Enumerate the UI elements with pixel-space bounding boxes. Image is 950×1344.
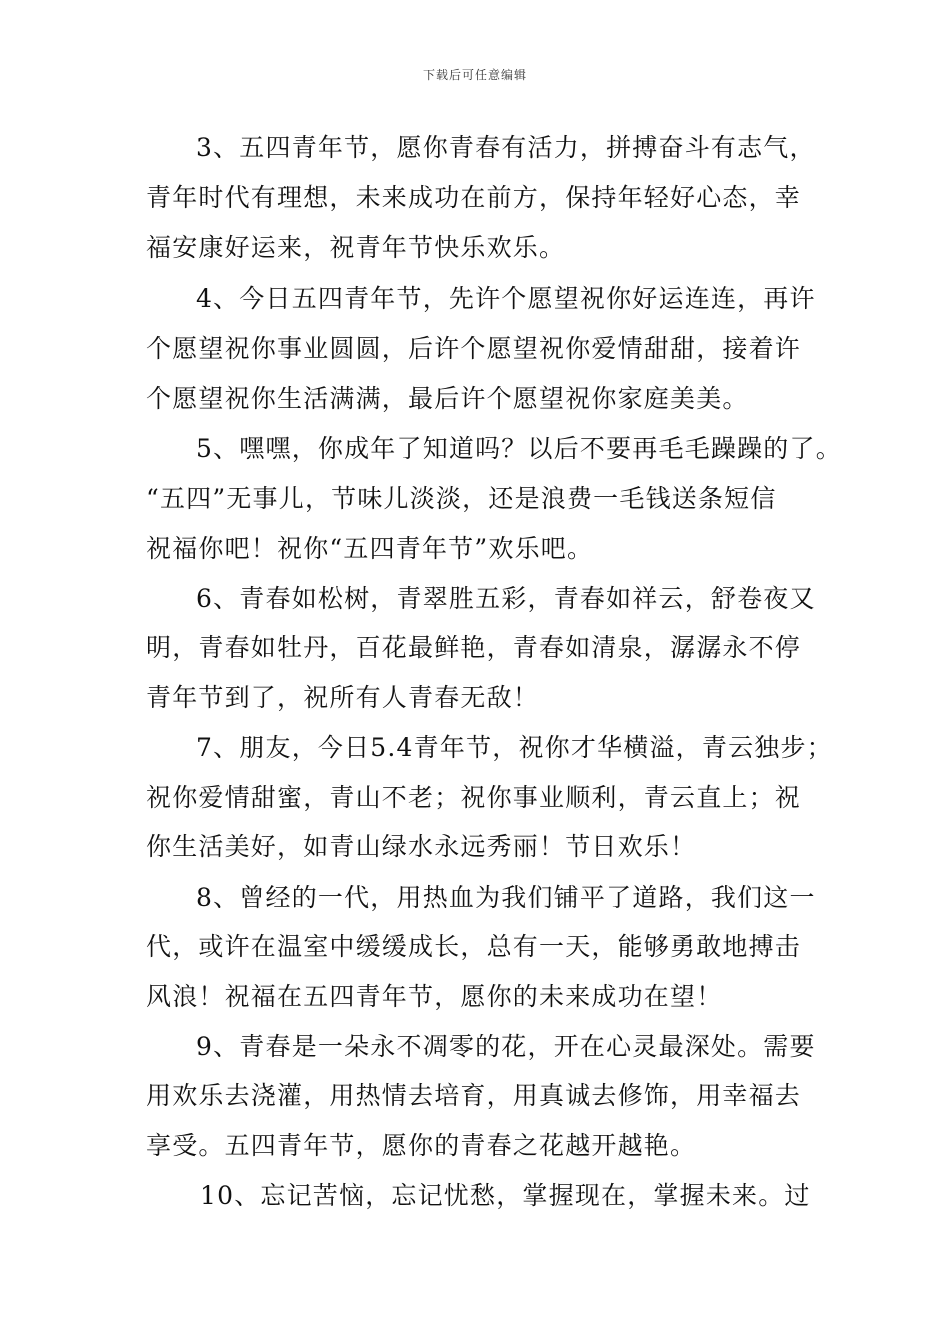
paragraph-8-line-2: 代，或许在温室中缓缓成长，总有一天，能够勇敢地搏击 [146,932,802,961]
paragraph-8-line-3: 风浪！祝福在五四青年节，愿你的未来成功在望！ [146,982,723,1011]
paragraph-6-line-2: 明，青春如牡丹，百花最鲜艳，青春如清泉，潺潺永不停 [146,633,802,662]
paragraph-4-line-2: 个愿望祝你事业圆圆，后许个愿望祝你爱情甜甜，接着许 [146,334,802,363]
paragraph-10-line-1: 10、忘记苦恼，忘记忧愁，掌握现在，掌握未来。过 [200,1181,811,1210]
paragraph-5-line-3: 祝福你吧！祝你“五四青年节”欢乐吧。 [146,534,594,563]
paragraph-5-line-2: “五四”无事儿，节味儿淡淡，还是浪费一毛钱送条短信 [146,484,777,513]
paragraph-3-line-2: 青年时代有理想，未来成功在前方，保持年轻好心态，幸 [146,183,802,212]
paragraph-7-line-1: 7、朋友，今日5.4青年节，祝你才华横溢，青云独步； [196,733,833,762]
paragraph-6-line-1: 6、青春如松树，青翠胜五彩，青春如祥云，舒卷夜又 [196,584,816,613]
paragraph-9-line-3: 享受。五四青年节，愿你的青春之花越开越艳。 [146,1131,697,1160]
paragraph-3-line-1: 3、五四青年节，愿你青春有活力，拼搏奋斗有志气， [196,133,816,162]
paragraph-9-line-1: 9、青春是一朵永不凋零的花，开在心灵最深处。需要 [196,1032,816,1061]
paragraph-7-line-3: 你生活美好，如青山绿水永远秀丽！节日欢乐！ [146,832,697,861]
paragraph-5-line-1: 5、嘿嘿，你成年了知道吗？以后不要再毛毛躁躁的了。 [196,434,842,463]
paragraph-4-line-3: 个愿望祝你生活满满，最后许个愿望祝你家庭美美。 [146,384,749,413]
header-note: 下载后可任意编辑 [422,68,527,82]
paragraph-3-line-3: 福安康好运来，祝青年节快乐欢乐。 [146,233,566,262]
paragraph-7-line-2: 祝你爱情甜蜜，青山不老；祝你事业顺利，青云直上；祝 [146,783,802,812]
paragraph-4-line-1: 4、今日五四青年节，先许个愿望祝你好运连连，再许 [196,284,816,313]
paragraph-8-line-1: 8、曾经的一代，用热血为我们铺平了道路，我们这一 [196,883,816,912]
paragraph-9-line-2: 用欢乐去浇灌，用热情去培育，用真诚去修饰，用幸福去 [146,1081,802,1110]
paragraph-6-line-3: 青年节到了，祝所有人青春无敌！ [146,683,540,712]
